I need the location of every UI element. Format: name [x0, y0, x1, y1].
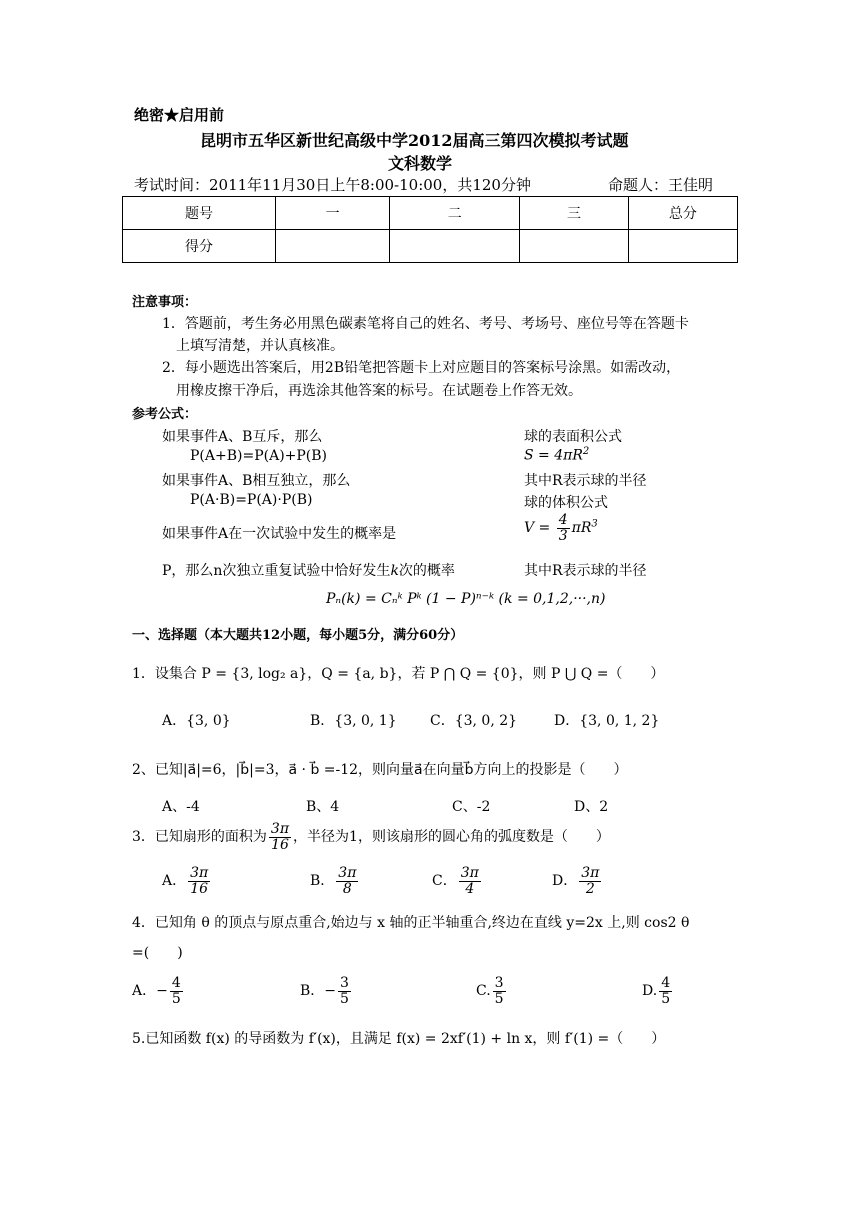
note-item-2: 2．每小题选出答案后，用2B铅笔把答题卡上对应题目的答案标号涂黑。如需改动， — [162, 360, 681, 376]
formula-sup: 2 — [582, 446, 590, 457]
fraction — [579, 866, 601, 896]
formula-right-5 — [524, 513, 598, 543]
formula-right-1: 球的表面积公式 — [524, 429, 622, 445]
option-label: D． — [552, 873, 578, 890]
fraction-num: 4 — [171, 975, 181, 991]
fraction-den: 3 — [558, 527, 568, 544]
fraction-den: 8 — [342, 880, 352, 897]
formula-left-4: P(A·B)=P(A)·P(B) — [190, 492, 313, 508]
q2-option-b: B、4 — [306, 799, 340, 815]
fraction-num: 4 — [558, 512, 568, 528]
option-label: C． — [432, 873, 457, 890]
fraction-den: 16 — [190, 880, 209, 897]
secret-label: 绝密★启用前 — [134, 106, 225, 124]
formulas-title: 参考公式： — [132, 407, 198, 422]
q2-option-a: A、-4 — [162, 799, 200, 815]
exam-author: 命题人：王佳明 — [608, 176, 714, 194]
fraction — [336, 866, 358, 896]
fraction-den: 5 — [340, 990, 349, 1007]
score-header-cell: 三 — [520, 197, 628, 230]
formula-sup: 3 — [591, 518, 598, 530]
fraction-num: 3π — [338, 865, 357, 881]
score-row-label: 得分 — [123, 230, 276, 263]
fraction-den: 5 — [171, 990, 181, 1007]
exam-title: 昆明市五华区新世纪高级中学2012届高三第四次模拟考试题 — [200, 131, 629, 150]
question-4-stem: 4．已知角 θ 的顶点与原点重合,始边与 x 轴的正半轴重合,终边在直线 y=2x 上,则 cos2 θ — [132, 915, 690, 931]
fraction — [170, 976, 183, 1006]
fraction — [459, 866, 481, 896]
q4-option-d — [642, 976, 674, 1006]
exam-subject: 文科数学 — [388, 154, 453, 173]
score-cell[interactable] — [275, 230, 389, 263]
option-label: B． — [310, 873, 335, 890]
section-title: 一、选择题（本大题共12小题，每小题5分，满分60分） — [132, 628, 464, 643]
formula-right-2 — [524, 446, 589, 464]
q3-stem-pre: 3．已知扇形的面积为 — [132, 829, 267, 846]
q2-option-c: C、-2 — [452, 799, 491, 815]
question-1-stem: 1．设集合 P = {3, log₂ a}，Q = {a, b}，若 P ⋂ Q = {0}，则 P ⋃ Q =（ ） — [132, 666, 665, 682]
question-4-stem-cont: =( ) — [132, 945, 183, 961]
question-5-stem: 5.已知函数 f(x) 的导函数为 f′(x)，且满足 f(x) = 2xf′(1) + ln x，则 f′(1) =（ ） — [132, 1031, 666, 1047]
fraction-num: 3π — [581, 865, 600, 881]
score-cell[interactable] — [390, 230, 520, 263]
exam-info: 考试时间：2011年11月30日上午8:00-10:00，共120分钟 — [134, 176, 531, 194]
fraction — [269, 822, 291, 852]
option-label: A．− — [132, 983, 168, 1000]
sphere-area-formula: S = 4πR — [524, 447, 583, 464]
option-label: D. — [642, 983, 658, 1000]
score-header-cell: 题号 — [123, 197, 276, 230]
formula-k: k — [390, 563, 399, 579]
fraction-den: 5 — [661, 990, 671, 1007]
q4-option-a — [132, 976, 185, 1006]
score-header-cell: 一 — [275, 197, 389, 230]
q1-option-a: A．{3, 0} — [162, 713, 231, 729]
score-header-cell: 总分 — [628, 197, 737, 230]
fraction-num: 4 — [661, 975, 671, 991]
note-item-1: 1．答题前，考生务必用黑色碳素笔将自己的姓名、考号、考场号、座位号等在答题卡 — [162, 316, 689, 332]
option-label: B．− — [300, 983, 337, 1000]
fraction — [188, 866, 210, 896]
formula-right-3: 其中R表示球的半径 — [524, 473, 647, 489]
sphere-volume-lhs: V = — [524, 520, 551, 537]
fraction-num: 3π — [190, 865, 209, 881]
fraction-num: 3 — [494, 975, 504, 991]
q3-option-c — [432, 866, 483, 896]
formula-right-4: 球的体积公式 — [524, 495, 608, 511]
formula-left-5: 如果事件A在一次试验中发生的概率是 — [162, 526, 397, 542]
option-label: C. — [476, 983, 491, 1000]
fraction-den: 5 — [494, 990, 504, 1007]
score-table — [122, 196, 738, 263]
fraction-num: 3π — [460, 865, 479, 881]
q4-option-c — [476, 976, 508, 1006]
binomial-formula: Pₙ(k) = Cₙᵏ Pᵏ (1 − P)ⁿ⁻ᵏ (k = 0,1,2,···,n) — [326, 591, 606, 607]
fraction-num: 3π — [270, 821, 290, 837]
formula-left-6-tail: 次的概率 — [398, 563, 455, 579]
fraction-den: 2 — [585, 880, 595, 897]
fraction-den: 16 — [271, 836, 289, 853]
option-label: A． — [162, 873, 187, 890]
q3-option-a — [162, 866, 212, 896]
formula-left-1: 如果事件A、B互斥，那么 — [162, 429, 323, 445]
q3-stem-post: ，半径为1，则该扇形的圆心角的弧度数是（ ） — [293, 829, 610, 846]
formula-left-3: 如果事件A、B相互独立，那么 — [162, 473, 351, 489]
q3-option-b — [310, 866, 360, 896]
formula-right-6: 其中R表示球的半径 — [524, 563, 647, 579]
score-header-cell: 二 — [390, 197, 520, 230]
q1-option-c: C．{3, 0, 2} — [430, 713, 518, 729]
q3-option-d — [552, 866, 603, 896]
note-item-2-cont: 用橡皮擦干净后，再选涂其他答案的标号。在试题卷上作答无效。 — [176, 383, 582, 399]
score-cell[interactable] — [520, 230, 628, 263]
notes-title: 注意事项： — [132, 295, 198, 310]
q1-option-b: B．{3, 0, 1} — [310, 713, 397, 729]
fraction-den: 4 — [465, 880, 475, 897]
q2-option-d: D、2 — [574, 799, 609, 815]
question-3-stem — [132, 822, 610, 852]
score-cell[interactable] — [628, 230, 737, 263]
q1-option-d: D．{3, 0, 1, 2} — [554, 713, 660, 729]
fraction — [659, 976, 672, 1006]
fraction — [493, 976, 506, 1006]
note-item-1-cont: 上填写清楚，并认真核准。 — [176, 338, 344, 354]
fraction — [557, 513, 570, 543]
fraction — [338, 976, 351, 1006]
question-2-stem: 2、已知|a⃗|=6，|b⃗|=3，a⃗ · b⃗ =-12，则向量a⃗在向量b⃗方向上的投影是（ ） — [132, 762, 628, 778]
q4-option-b — [300, 976, 353, 1006]
formula-left-2: P(A+B)=P(A)+P(B) — [190, 448, 328, 464]
formula-left-6 — [162, 560, 455, 580]
fraction-num: 3 — [340, 975, 349, 991]
formula-left-6-text: P，那么n次独立重复试验中恰好发生 — [162, 563, 391, 579]
sphere-volume-tail: πR — [571, 520, 592, 537]
